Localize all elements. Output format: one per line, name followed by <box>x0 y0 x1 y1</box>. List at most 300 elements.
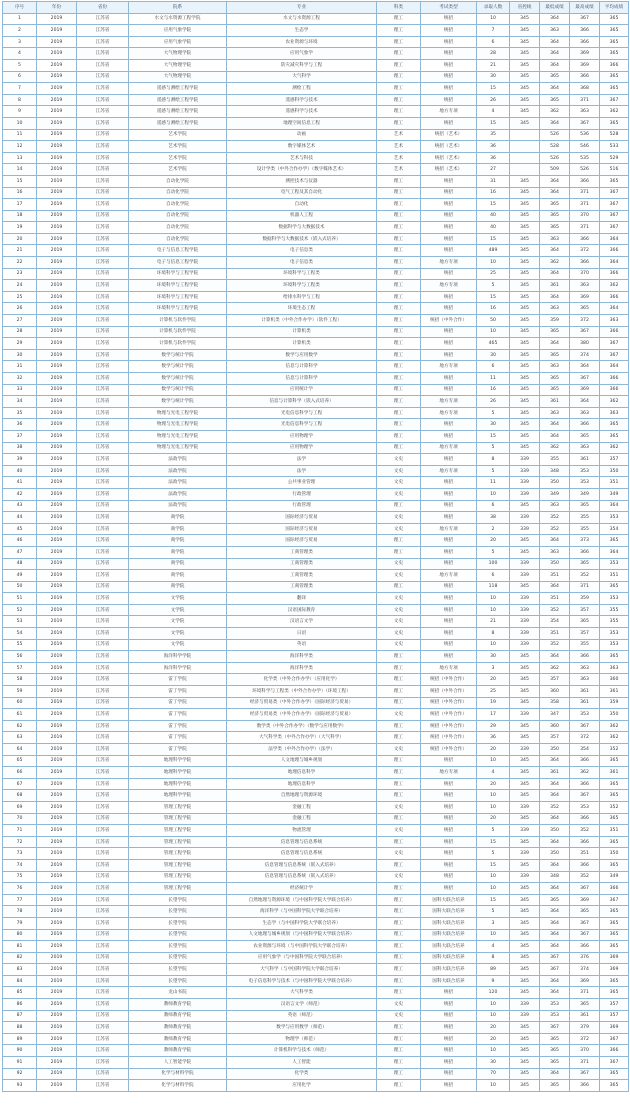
cell-admitted-count: 15 <box>477 859 510 871</box>
cell-index: 6 <box>3 71 37 83</box>
cell-max-score: 366 <box>570 233 600 245</box>
cell-index: 54 <box>3 628 37 640</box>
table-row <box>3 894 629 906</box>
column-header-avg-score: 平均成绩 <box>600 2 629 14</box>
table-row <box>3 546 629 558</box>
cell-category: 理工 <box>377 210 421 222</box>
cell-category: 艺术 <box>377 164 421 176</box>
cell-min-score: 360 <box>540 686 570 698</box>
table-row <box>3 558 629 570</box>
table-row <box>3 941 629 953</box>
cell-department: 水文与水资源工程学院 <box>129 13 227 25</box>
cell-control-line: 339 <box>510 801 540 813</box>
cell-province: 江苏省 <box>77 512 129 524</box>
cell-major: 国际经济与贸易 <box>227 523 377 535</box>
cell-max-score: 366 <box>570 813 600 825</box>
cell-avg-score: 365 <box>600 71 629 83</box>
cell-control-line: 339 <box>510 523 540 535</box>
cell-exam-type: 统招（艺术） <box>421 141 477 153</box>
cell-min-score: 364 <box>540 535 570 547</box>
cell-index: 41 <box>3 477 37 489</box>
table-row <box>3 361 629 373</box>
cell-control-line: 345 <box>510 941 540 953</box>
cell-max-score: 363 <box>570 442 600 454</box>
cell-exam-type: 统招（艺术） <box>421 152 477 164</box>
cell-control-line: 345 <box>510 268 540 280</box>
cell-max-score: 363 <box>570 280 600 292</box>
cell-control-line: 345 <box>510 546 540 558</box>
cell-year: 2019 <box>37 257 77 269</box>
cell-control-line: 339 <box>510 558 540 570</box>
cell-department: 长望学院 <box>129 975 227 987</box>
cell-control-line: 345 <box>510 651 540 663</box>
cell-department: 艺术学院 <box>129 152 227 164</box>
cell-index: 59 <box>3 686 37 698</box>
cell-year: 2019 <box>37 141 77 153</box>
cell-max-score: 373 <box>570 535 600 547</box>
cell-control-line: 345 <box>510 430 540 442</box>
cell-province: 江苏省 <box>77 83 129 95</box>
cell-exam-type: 统招 <box>421 593 477 605</box>
cell-index: 48 <box>3 558 37 570</box>
cell-admitted-count: 30 <box>477 349 510 361</box>
cell-province: 江苏省 <box>77 245 129 257</box>
cell-exam-type: 统招 <box>421 581 477 593</box>
cell-control-line: 345 <box>510 71 540 83</box>
column-header-admitted-count: 录取人数 <box>477 2 510 14</box>
cell-min-score: 362 <box>540 257 570 269</box>
cell-province: 江苏省 <box>77 975 129 987</box>
table-row <box>3 268 629 280</box>
cell-exam-type: 国科大联合培养 <box>421 964 477 976</box>
cell-major: 电子信息类 <box>227 245 377 257</box>
cell-category: 理工 <box>377 906 421 918</box>
cell-control-line: 345 <box>510 59 540 71</box>
cell-index: 93 <box>3 1080 37 1092</box>
cell-avg-score: 352 <box>600 801 629 813</box>
cell-control-line: 339 <box>510 604 540 616</box>
cell-province: 江苏省 <box>77 488 129 500</box>
cell-department: 商学院 <box>129 558 227 570</box>
cell-admitted-count: 6 <box>477 500 510 512</box>
table-row <box>3 929 629 941</box>
cell-min-score: 362 <box>540 106 570 118</box>
cell-year: 2019 <box>37 999 77 1011</box>
cell-admitted-count: 35 <box>477 129 510 141</box>
cell-min-score: 350 <box>540 848 570 860</box>
cell-major: 水文与水资源工程 <box>227 13 377 25</box>
table-row <box>3 373 629 385</box>
cell-category: 理工 <box>377 941 421 953</box>
cell-exam-type: 国科大联合培养 <box>421 894 477 906</box>
cell-max-score: 366 <box>570 651 600 663</box>
table-row <box>3 396 629 408</box>
cell-department: 环境科学与工程学院 <box>129 303 227 315</box>
table-row <box>3 338 629 350</box>
cell-department: 管理工程学院 <box>129 825 227 837</box>
cell-category: 文史 <box>377 477 421 489</box>
cell-exam-type: 统招 <box>421 454 477 466</box>
cell-category: 文史 <box>377 488 421 500</box>
cell-year: 2019 <box>37 488 77 500</box>
cell-department: 电子与信息工程学院 <box>129 257 227 269</box>
cell-avg-score: 365 <box>600 581 629 593</box>
cell-avg-score: 350 <box>600 848 629 860</box>
cell-exam-type: 统招（中外合作） <box>421 697 477 709</box>
cell-exam-type: 统招 <box>421 535 477 547</box>
cell-index: 32 <box>3 373 37 385</box>
cell-year: 2019 <box>37 662 77 674</box>
cell-avg-score: 366 <box>600 268 629 280</box>
cell-min-score: 364 <box>540 83 570 95</box>
table-row <box>3 141 629 153</box>
cell-year: 2019 <box>37 1022 77 1034</box>
table-row <box>3 83 629 95</box>
cell-avg-score: 369 <box>600 964 629 976</box>
cell-max-score: 363 <box>570 674 600 686</box>
cell-province: 江苏省 <box>77 558 129 570</box>
cell-exam-type: 统招 <box>421 430 477 442</box>
cell-department: 物理与光电工程学院 <box>129 419 227 431</box>
cell-min-score: 361 <box>540 280 570 292</box>
cell-avg-score: 528 <box>600 129 629 141</box>
cell-admitted-count: 6 <box>477 361 510 373</box>
cell-control-line: 345 <box>510 952 540 964</box>
cell-province: 江苏省 <box>77 825 129 837</box>
cell-year: 2019 <box>37 419 77 431</box>
cell-department: 环境科学与工程学院 <box>129 280 227 292</box>
cell-department: 大气物理学院 <box>129 48 227 60</box>
cell-category: 理工 <box>377 720 421 732</box>
cell-min-score: 347 <box>540 709 570 721</box>
cell-major: 数字媒体艺术 <box>227 141 377 153</box>
cell-major: 数学与应用数学（师范） <box>227 1022 377 1034</box>
cell-control-line: 345 <box>510 662 540 674</box>
cell-province: 江苏省 <box>77 210 129 222</box>
cell-control-line: 345 <box>510 106 540 118</box>
cell-max-score: 364 <box>570 396 600 408</box>
cell-department: 法政学院 <box>129 454 227 466</box>
cell-admitted-count: 30 <box>477 419 510 431</box>
cell-control-line: 345 <box>510 407 540 419</box>
cell-max-score: 355 <box>570 639 600 651</box>
cell-province: 江苏省 <box>77 894 129 906</box>
cell-admitted-count: 5 <box>477 546 510 558</box>
cell-category: 理工 <box>377 651 421 663</box>
cell-control-line: 345 <box>510 1033 540 1045</box>
cell-control-line: 345 <box>510 894 540 906</box>
cell-avg-score: 365 <box>600 175 629 187</box>
cell-major: 人工智能 <box>227 1057 377 1069</box>
cell-max-score: 366 <box>570 755 600 767</box>
cell-department: 数学与统计学院 <box>129 349 227 361</box>
cell-exam-type: 地方专项 <box>421 465 477 477</box>
cell-exam-type: 统招 <box>421 48 477 60</box>
cell-control-line: 345 <box>510 199 540 211</box>
cell-department: 海洋科学学院 <box>129 662 227 674</box>
table-row <box>3 303 629 315</box>
table-row <box>3 825 629 837</box>
cell-department: 长望学院 <box>129 952 227 964</box>
table-row <box>3 245 629 257</box>
cell-exam-type: 地方专项 <box>421 407 477 419</box>
cell-index: 82 <box>3 952 37 964</box>
table-body <box>3 13 629 1091</box>
cell-department: 物理与光电工程学院 <box>129 442 227 454</box>
cell-year: 2019 <box>37 233 77 245</box>
cell-exam-type: 国科大联合培养 <box>421 952 477 964</box>
table-row <box>3 187 629 199</box>
cell-avg-score: 357 <box>600 1010 629 1022</box>
cell-province: 江苏省 <box>77 697 129 709</box>
cell-avg-score: 351 <box>600 477 629 489</box>
cell-major: 海洋科学类 <box>227 651 377 663</box>
cell-category: 文史 <box>377 801 421 813</box>
cell-department: 人工智能学院 <box>129 1057 227 1069</box>
cell-major: 法学类（中外合作办学）（法学） <box>227 744 377 756</box>
cell-avg-score: 365 <box>600 813 629 825</box>
cell-major: 汉语言文学（师范） <box>227 999 377 1011</box>
cell-control-line: 345 <box>510 535 540 547</box>
cell-year: 2019 <box>37 83 77 95</box>
cell-department: 数学与统计学院 <box>129 396 227 408</box>
cell-min-score: 348 <box>540 871 570 883</box>
cell-admitted-count: 15 <box>477 430 510 442</box>
cell-admitted-count: 8 <box>477 454 510 466</box>
cell-index: 36 <box>3 419 37 431</box>
cell-control-line <box>510 129 540 141</box>
cell-exam-type: 统招（中外合作） <box>421 732 477 744</box>
cell-admitted-count: 10 <box>477 1045 510 1057</box>
cell-min-score: 352 <box>540 604 570 616</box>
cell-department: 化学与材料学院 <box>129 1080 227 1092</box>
cell-index: 5 <box>3 59 37 71</box>
cell-control-line: 345 <box>510 303 540 315</box>
cell-avg-score: 363 <box>600 407 629 419</box>
cell-max-score: 367 <box>570 929 600 941</box>
cell-control-line: 345 <box>510 883 540 895</box>
cell-department: 管理工程学院 <box>129 836 227 848</box>
cell-avg-score: 362 <box>600 720 629 732</box>
cell-category: 理工 <box>377 268 421 280</box>
cell-index: 51 <box>3 593 37 605</box>
cell-year: 2019 <box>37 813 77 825</box>
cell-exam-type: 统招（中外合作） <box>421 744 477 756</box>
cell-control-line: 345 <box>510 83 540 95</box>
cell-category: 理工 <box>377 732 421 744</box>
cell-major: 生态学（与中国科学院大学联合培养） <box>227 917 377 929</box>
cell-min-score: 367 <box>540 1022 570 1034</box>
table-row <box>3 94 629 106</box>
cell-department: 商学院 <box>129 512 227 524</box>
cell-min-score: 365 <box>540 94 570 106</box>
cell-avg-score: 365 <box>600 535 629 547</box>
table-row <box>3 59 629 71</box>
cell-avg-score: 365 <box>600 987 629 999</box>
cell-province: 江苏省 <box>77 280 129 292</box>
cell-department: 文学院 <box>129 593 227 605</box>
cell-index: 50 <box>3 581 37 593</box>
cell-province: 江苏省 <box>77 709 129 721</box>
cell-year: 2019 <box>37 767 77 779</box>
cell-avg-score: 367 <box>600 1033 629 1045</box>
cell-max-score: 359 <box>570 593 600 605</box>
cell-min-score: 364 <box>540 1068 570 1080</box>
cell-admitted-count: 11 <box>477 477 510 489</box>
cell-major: 遥感科学与技术 <box>227 94 377 106</box>
cell-major: 环境科学与工程类（中外合作办学）（环境工程） <box>227 686 377 698</box>
cell-major: 大气科学类 <box>227 987 377 999</box>
cell-control-line: 345 <box>510 697 540 709</box>
cell-department: 环境科学与工程学院 <box>129 291 227 303</box>
table-row <box>3 975 629 987</box>
cell-avg-score: 367 <box>600 199 629 211</box>
cell-admitted-count: 38 <box>477 512 510 524</box>
cell-category: 理工 <box>377 83 421 95</box>
cell-avg-score: 366 <box>600 373 629 385</box>
cell-control-line: 345 <box>510 326 540 338</box>
cell-province: 江苏省 <box>77 199 129 211</box>
cell-province: 江苏省 <box>77 744 129 756</box>
cell-index: 25 <box>3 291 37 303</box>
cell-major: 测控技术与仪器 <box>227 175 377 187</box>
cell-max-score: 367 <box>570 790 600 802</box>
cell-province: 江苏省 <box>77 1022 129 1034</box>
cell-department: 雷丁学院 <box>129 744 227 756</box>
cell-min-score: 352 <box>540 512 570 524</box>
table-header-row <box>3 2 629 14</box>
cell-max-score: 370 <box>570 268 600 280</box>
cell-category: 理工 <box>377 106 421 118</box>
cell-category: 文史 <box>377 616 421 628</box>
cell-major: 大气科学类（中外合作办学）（大气科学） <box>227 732 377 744</box>
table-row <box>3 477 629 489</box>
cell-province: 江苏省 <box>77 570 129 582</box>
admission-scores-table <box>2 1 629 1092</box>
table-row <box>3 257 629 269</box>
cell-province: 江苏省 <box>77 106 129 118</box>
cell-department: 文学院 <box>129 616 227 628</box>
cell-province: 江苏省 <box>77 315 129 327</box>
cell-department: 大气物理学院 <box>129 59 227 71</box>
cell-avg-score: 529 <box>600 152 629 164</box>
cell-min-score: 365 <box>540 373 570 385</box>
cell-province: 江苏省 <box>77 616 129 628</box>
cell-year: 2019 <box>37 894 77 906</box>
cell-department: 地理科学学院 <box>129 755 227 767</box>
cell-year: 2019 <box>37 187 77 199</box>
cell-control-line: 345 <box>510 245 540 257</box>
cell-province: 江苏省 <box>77 720 129 732</box>
cell-avg-score: 365 <box>600 790 629 802</box>
cell-min-score: 365 <box>540 326 570 338</box>
cell-department: 长望学院 <box>129 941 227 953</box>
cell-major: 金融工程 <box>227 813 377 825</box>
cell-max-score: 367 <box>570 13 600 25</box>
table-row <box>3 407 629 419</box>
cell-exam-type: 地方专项 <box>421 523 477 535</box>
cell-index: 3 <box>3 36 37 48</box>
cell-province: 江苏省 <box>77 222 129 234</box>
cell-control-line: 339 <box>510 593 540 605</box>
cell-year: 2019 <box>37 71 77 83</box>
cell-index: 86 <box>3 999 37 1011</box>
cell-control-line: 345 <box>510 187 540 199</box>
cell-major: 人文地理与城乡规划 <box>227 755 377 767</box>
cell-year: 2019 <box>37 199 77 211</box>
table-row <box>3 1057 629 1069</box>
cell-index: 13 <box>3 152 37 164</box>
cell-exam-type: 统招 <box>421 117 477 129</box>
cell-department: 雷丁学院 <box>129 674 227 686</box>
cell-exam-type: 地方专项 <box>421 662 477 674</box>
cell-category: 文史 <box>377 454 421 466</box>
cell-max-score: 535 <box>570 152 600 164</box>
cell-max-score: 353 <box>570 465 600 477</box>
cell-major: 物理学（师范） <box>227 1033 377 1045</box>
cell-major: 计算机类（中外合作办学）（软件工程） <box>227 315 377 327</box>
cell-admitted-count: 15 <box>477 836 510 848</box>
cell-index: 63 <box>3 732 37 744</box>
cell-major: 地理信息科学 <box>227 778 377 790</box>
cell-exam-type: 地方专项 <box>421 767 477 779</box>
cell-exam-type: 统招 <box>421 500 477 512</box>
cell-exam-type: 国科大联合培养 <box>421 917 477 929</box>
cell-province: 江苏省 <box>77 384 129 396</box>
cell-year: 2019 <box>37 825 77 837</box>
cell-avg-score: 353 <box>600 628 629 640</box>
cell-max-score: 367 <box>570 117 600 129</box>
cell-admitted-count: 16 <box>477 303 510 315</box>
cell-exam-type: 统招 <box>421 616 477 628</box>
cell-min-score: 350 <box>540 744 570 756</box>
cell-category: 理工 <box>377 257 421 269</box>
cell-admitted-count: 15 <box>477 291 510 303</box>
cell-major: 汉语国际教育 <box>227 604 377 616</box>
cell-min-score: 350 <box>540 558 570 570</box>
cell-category: 理工 <box>377 952 421 964</box>
cell-max-score: 367 <box>570 326 600 338</box>
cell-category: 理工 <box>377 187 421 199</box>
cell-major: 应用统计学 <box>227 384 377 396</box>
cell-category: 理工 <box>377 836 421 848</box>
cell-province: 江苏省 <box>77 477 129 489</box>
cell-max-score: 353 <box>570 709 600 721</box>
cell-category: 理工 <box>377 894 421 906</box>
table-row <box>3 662 629 674</box>
cell-year: 2019 <box>37 859 77 871</box>
cell-department: 长望学院 <box>129 917 227 929</box>
cell-min-score: 363 <box>540 25 570 37</box>
cell-province: 江苏省 <box>77 1045 129 1057</box>
cell-index: 4 <box>3 48 37 60</box>
table-row <box>3 465 629 477</box>
cell-avg-score: 365 <box>600 430 629 442</box>
cell-province: 江苏省 <box>77 813 129 825</box>
table-row <box>3 604 629 616</box>
cell-category: 理工 <box>377 71 421 83</box>
cell-department: 数学与统计学院 <box>129 384 227 396</box>
cell-major: 法学 <box>227 465 377 477</box>
cell-index: 92 <box>3 1068 37 1080</box>
table-row <box>3 1010 629 1022</box>
cell-control-line: 345 <box>510 175 540 187</box>
cell-exam-type: 国科大联合培养 <box>421 929 477 941</box>
cell-exam-type: 统招 <box>421 477 477 489</box>
cell-avg-score: 365 <box>600 36 629 48</box>
cell-exam-type: 统招 <box>421 813 477 825</box>
cell-index: 30 <box>3 349 37 361</box>
